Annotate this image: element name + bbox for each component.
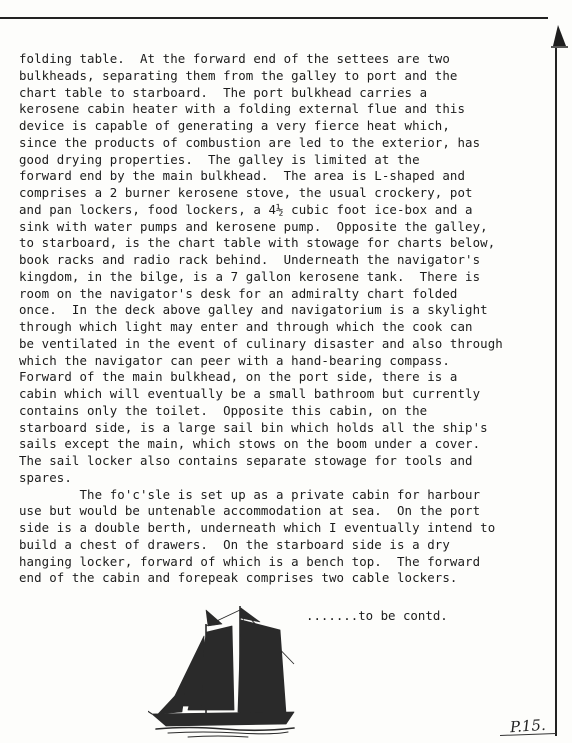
- text-line: side is a double berth, underneath which I eventually intend to: [19, 520, 496, 535]
- text-line: and pan lockers, food lockers, a 4½ cubic foot ice-box and a: [19, 201, 473, 217]
- top-rule: [0, 17, 548, 19]
- text-line: use but would be untenable accommodation at sea. On the port: [19, 503, 481, 519]
- text-line: bulkheads, separating them from the galley to port and the: [19, 67, 458, 83]
- text-line: spares.: [19, 469, 72, 485]
- text-line: contains only the toilet. Opposite this cabin, on the: [19, 402, 428, 418]
- text-line: good drying properties. The galley is limited at the: [19, 151, 420, 167]
- text-line: forward end by the main bulkhead. The area is L-shaped and: [19, 168, 466, 184]
- text-line: build a chest of drawers. On the starboard side is a dry: [19, 536, 450, 552]
- text-line: chart table to starboard. The port bulkhead carries a: [19, 84, 428, 100]
- text-line: device is capable of generating a very fierce heat which,: [19, 118, 450, 133]
- text-line: room on the navigator's desk for an admiralty chart folded: [19, 285, 458, 301]
- text-line: comprises a 2 burner kerosene stove, the usual crockery, pot: [19, 185, 473, 200]
- text-line: since the products of combustion are led to the exterior, has: [19, 134, 481, 150]
- text-line: end of the cabin and forepeak comprises two cable lockers.: [19, 570, 458, 586]
- text-line: once. In the deck above galley and navigatorium is a skylight: [19, 302, 488, 318]
- text-line: sails except the main, which stows on the boom under a cover.: [19, 436, 481, 452]
- text-line: book racks and radio rack behind. Underneath the navigator's: [19, 252, 481, 267]
- text-line: which the navigator can peer with a hand-bearing compass.: [19, 352, 450, 368]
- text-line: be ventilated in the event of culinary disaster and also through: [19, 335, 503, 351]
- text-line: hanging locker, forward of which is a bench top. The forward: [19, 553, 481, 569]
- text-line: Forward of the main bulkhead, on the port side, there is a: [19, 369, 458, 385]
- document-body: [19, 51, 555, 587]
- text-line: folding table. At the forward end of the settees are two: [19, 51, 450, 66]
- schooner-sailing-ship-icon: [148, 602, 298, 740]
- right-margin-rule: [555, 48, 557, 736]
- text-line: kingdom, in the bilge, is a 7 gallon kerosene tank. There is: [19, 268, 481, 284]
- corner-sail-mark-icon: [549, 24, 569, 50]
- text-line: The sail locker also contains separate stowage for tools and: [19, 453, 473, 468]
- page-number: P.15.: [509, 715, 547, 737]
- text-line: through which light may enter and through which the cook can: [19, 319, 473, 334]
- text-line: to starboard, is the chart table with stowage for charts below,: [19, 235, 496, 251]
- text-line: starboard side, is a large sail bin which holds all the ship's: [19, 419, 488, 435]
- continued-note: .......to be contd.: [306, 608, 448, 623]
- text-line: kerosene cabin heater with a folding external flue and this: [19, 101, 466, 117]
- text-line: sink with water pumps and kerosene pump. Opposite the galley,: [19, 218, 488, 234]
- text-line: cabin which will eventually be a small bathroom but currently: [19, 386, 481, 401]
- text-line: The fo'c'sle is set up as a private cabin for harbour: [19, 486, 481, 502]
